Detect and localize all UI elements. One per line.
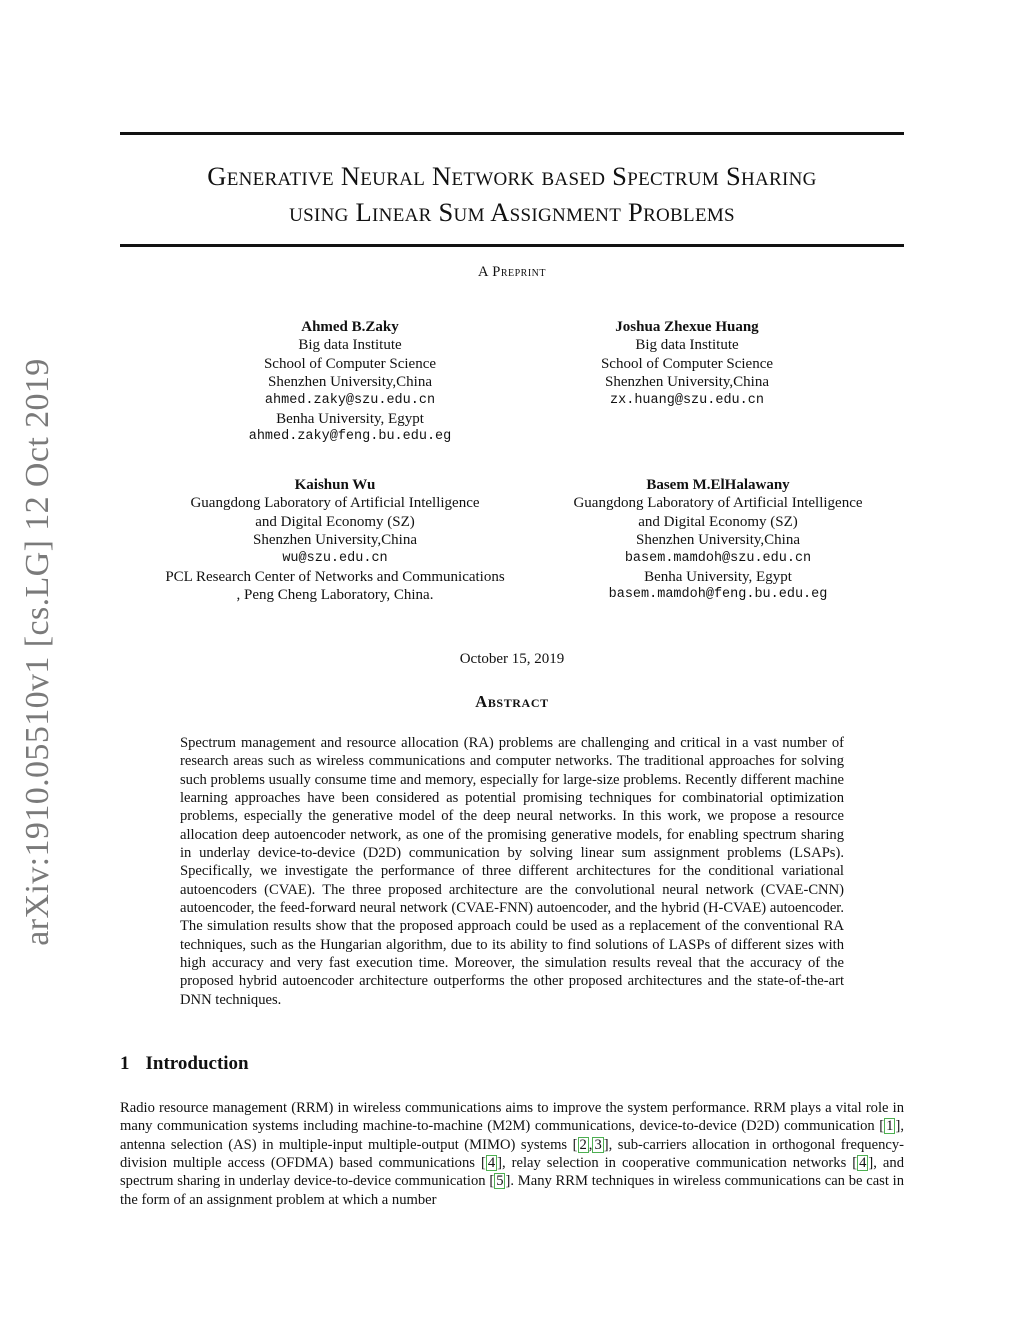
author-affiliation: Benha University, Egypt (276, 411, 424, 428)
intro-text: , sub-carriers allocation in orthogonal frequency-division multiple access (OFDMA) based communications (120, 1136, 905, 1172)
author-affiliation: School of Computer Science (263, 355, 437, 372)
author-affiliation: Guangdong Laboratory of Artificial Intelligence (190, 495, 480, 512)
author-email[interactable]: basem.mamdoh@feng.bu.edu.eg (608, 587, 828, 603)
author-affiliation: Big data Institute (298, 337, 402, 354)
introduction-paragraph: Radio resource management (RRM) in wireless communications aims to improve the system performance. RRM plays a vital role in many communication systems including machine-to-machine (M2M) communications, device-to-device (D2D) communication [ 1 ], antenna selection (AS) in multiple-input multiple-output (MIMO) systems [ 2 , 3 ], sub-carriers allocation in orthogonal frequency-division multiple access (OFDMA) based communications [ 4 ], relay selection in cooperative communication networks [ 4 ], and spectrum sharing in underlay device-to-device communication [ 5 ]. Many RRM techniques in wireless communications can be cast in the form of an assignment problem at which a number (120, 1100, 905, 1208)
publication-date: October 15, 2019 (459, 651, 565, 667)
author-block-huang (527, 318, 847, 410)
abstract-text: Spectrum management and resource allocation (RA) problems are challenging and critical in a vast number of research areas such as wireless communications and computer networks. The traditional approaches for solving such problems usually consume time and memory, especially for large-size problems. Recently different machine learning approaches have been considered as potential promising techniques for combinatorial optimization problems, especially the generative model of the deep neural networks. In this work, we propose a resource allocation deep autoencoder network, as one of the promising generative models, for enabling spectrum sharing in underlay device-to-device (D2D) communication by solving linear sum assignment problems (LSAPs). Specifically, we investigate the performance of three different architectures for the conditional variational autoencoders (CVAE). The three proposed architecture are the convolutional neural network (CVAE-CNN) autoencoder, the feed-forward neural network (CVAE-FNN) autoencoder, and the hybrid (H-CVAE) autoencoder. The simulation results show that the proposed approach could be used as a replacement of the conventional RA techniques, such as the Hungarian algorithm, due to its ability to find solutions of LASPs of different sizes with high accuracy and very fast execution time. Moreover, the simulation results reveal that the accuracy of the proposed hybrid autoencoder architecture outperforms the other proposed architectures and the state-of-the-art DNN techniques. (180, 735, 844, 1008)
preprint-label: A Preprint (477, 264, 547, 280)
author-affiliation: Shenzhen University,China (253, 532, 417, 549)
author-email[interactable]: wu@szu.edu.cn (282, 550, 388, 566)
author-affiliation: Benha University, Egypt (644, 569, 792, 586)
section-title: Introduction (145, 1053, 249, 1074)
author-block-wu (140, 476, 530, 605)
author-affiliation: , Peng Cheng Laboratory, China. (236, 587, 434, 604)
arxiv-identifier-stamp: arXiv:1910.05510v1 [cs.LG] 12 Oct 2019 (19, 358, 56, 946)
intro-text: , and spectrum sharing in underlay device-to-device communication (120, 1155, 904, 1190)
author-email[interactable]: ahmed.zaky@feng.bu.edu.eg (248, 429, 452, 445)
section-heading-introduction (120, 1053, 249, 1075)
abstract-heading: Abstract (475, 692, 549, 711)
citation-link[interactable]: 4 (859, 1155, 867, 1172)
author-block-elhalawany (533, 476, 903, 605)
author-affiliation: School of Computer Science (600, 355, 774, 372)
author-email[interactable]: basem.mamdoh@szu.edu.cn (624, 550, 812, 566)
author-affiliation: Shenzhen University,China (268, 374, 432, 391)
section-number: 1 (120, 1053, 130, 1074)
intro-text: . Many RRM techniques in wireless communications can be cast in the form of an assignment problem at which a number (120, 1173, 904, 1208)
intro-text: , antenna selection (AS) in multiple-input multiple-output (MIMO) systems (120, 1118, 904, 1153)
author-affiliation: Shenzhen University,China (636, 532, 800, 549)
paper-title-line-2: using Linear Sum Assignment Problems (289, 197, 735, 227)
citation-link[interactable]: 1 (886, 1118, 894, 1135)
author-affiliation: PCL Research Center of Networks and Communications (165, 569, 505, 586)
author-block-zaky (190, 318, 510, 447)
author-email[interactable]: zx.huang@szu.edu.cn (610, 392, 764, 408)
author-name: Joshua Zhexue Huang (615, 319, 759, 335)
title-rule-bottom (120, 244, 904, 247)
paper-title (120, 158, 904, 230)
citation-link[interactable]: 4 (487, 1155, 496, 1172)
citation-link[interactable]: 5 (496, 1173, 504, 1190)
author-email[interactable]: ahmed.zaky@szu.edu.cn (264, 392, 436, 408)
author-name: Ahmed B.Zaky (301, 319, 399, 335)
author-affiliation: Shenzhen University,China (605, 374, 769, 391)
author-name: Basem M.ElHalawany (646, 477, 790, 493)
author-affiliation: Guangdong Laboratory of Artificial Intelligence (573, 495, 863, 512)
author-name: Kaishun Wu (294, 477, 376, 493)
author-affiliation: and Digital Economy (SZ) (255, 513, 415, 530)
paper-title-line-1: Generative Neural Network based Spectrum Sharing (207, 161, 817, 191)
intro-text: , relay selection in cooperative communication networks (502, 1155, 853, 1172)
author-affiliation: Big data Institute (635, 337, 739, 354)
author-affiliation: and Digital Economy (SZ) (638, 513, 798, 530)
citation-link[interactable]: 2 (579, 1136, 587, 1153)
title-rule-top (120, 132, 904, 135)
intro-text: Radio resource management (RRM) in wireless communications aims to improve the system performance. RRM plays a vital role in many communication systems including machine-to-machine (M2M) communications, device-to-device (D2D) communication (120, 1100, 904, 1135)
citation-link[interactable]: 3 (594, 1136, 602, 1153)
